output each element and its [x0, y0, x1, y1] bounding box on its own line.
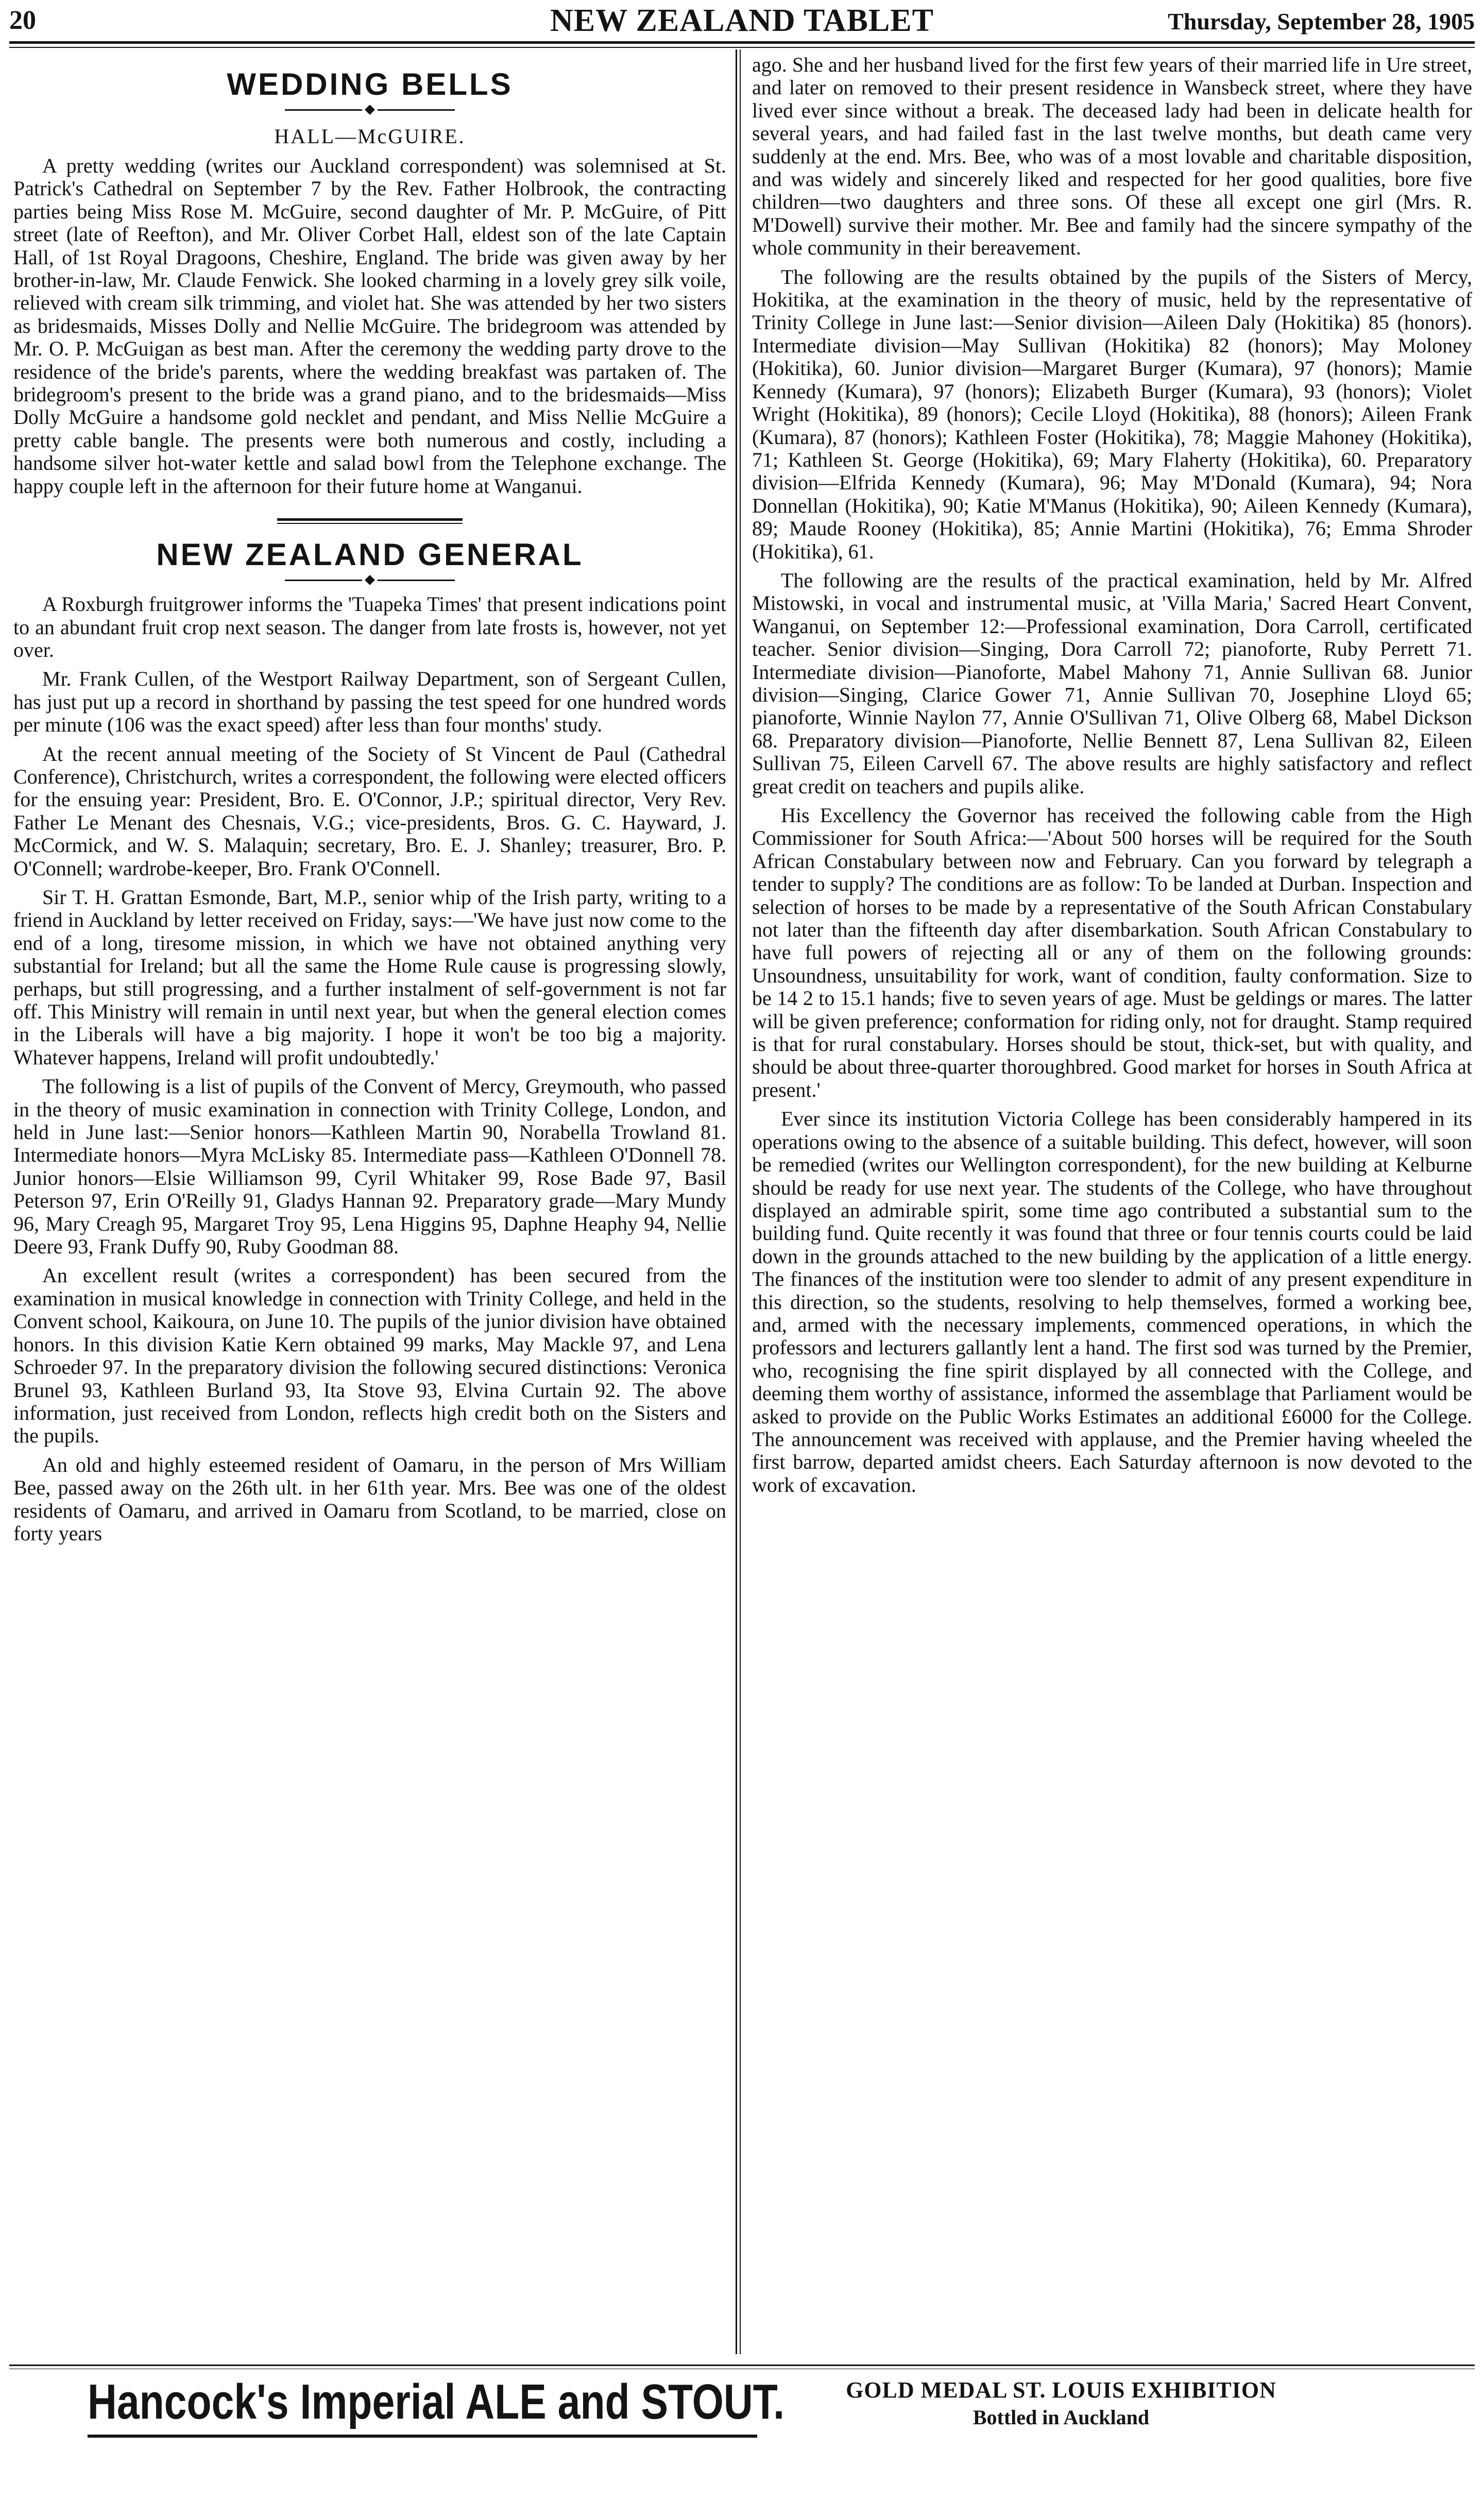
article-paragraph: An excellent result (writes a correspondent) has been secured from the examination in musical knowledge in connection with Trinity College, and held in the Convent school, Kaikoura, on June 10. The pupils of the junior division have obtained honors. In this division Katie Kern obtained 99 marks, May Mackle 97, and Lena Schroeder 97. In the preparatory division the following secured distinctions: Veronica Brunel 93, Kathleen Burland 93, Ita Stove 93, Elvina Curtain 92. The above information, just received from London, reflects high credit both on the Sisters and the pupils. — [13, 1264, 726, 1448]
advertisement-underline — [88, 2435, 757, 2438]
article-paragraph: Sir T. H. Grattan Esmonde, Bart, M.P., senior whip of the Irish party, writing to a friend in Auckland by letter received on Friday, says:—'We have just now come to the end of a long, tiresome mission, in which we have not obtained anything very substantial for Ireland; but all the same the Home Rule cause is progressing slowly, perhaps, but still progressing, and a further instalment of self-government is not far off. This Ministry will remain in until next year, but when the general election comes in the Liberals will have a big majority. I hope it won't be too big a majority. Whatever happens, Ireland will profit undoubtedly.' — [13, 885, 726, 1069]
column-divider-thin — [740, 49, 741, 2354]
article-paragraph-continued: ago. She and her husband lived for the first few years of their married life in Ure street, and later on removed to their present residence in Wansbeck street, where they have lived ever since without a break. The deceased lady had been in delicate health for several years, and had failed fast in the last twelve months, but death came very suddenly at the end. Mrs. Bee, who was of a most lovable and charitable disposition, and was widely and sincerely liked and respected for her good qualities, bore five children—two daughters and three sons. Of these all except one girl (Mrs. R. M'Dowell) survive their mother. Mr. Bee and family had the sincere sympathy of the whole community in their bereavement. — [752, 54, 1472, 260]
nz-general-heading: NEW ZEALAND GENERAL — [156, 537, 584, 572]
wedding-paragraph: A pretty wedding (writes our Auckland correspondent) was solemnised at St. Patrick's Cathedral on September 7 by the Rev. Father Holbrook, the contracting parties being Miss Rose M. McGuire, second daughter of Mr. P. McGuire, of Pitt street (late of Reefton), and Mr. Oliver Corbet Hall, eldest son of the late Captain Hall, of 1st Royal Dragoons, Cheshire, England. The bride was given away by her brother-in-law, Mr. Claude Fenwick. She looked charming in a lovely grey silk voile, relieved with cream silk trimming, and violet hat. She was attended by her two sisters as bridesmaids, Misses Dolly and Nellie McGuire. The bridegroom was attended by Mr. O. P. McGuigan as best man. After the ceremony the wedding party drove to the residence of the bride's parents, where the wedding breakfast was partaken of. The bridegroom's present to the bride was a grand piano, and to the bridesmaids—Miss Dolly McGuire a handsome gold necklet and pendant, and Miss Nellie McGuire a pretty cable bangle. The presents were both numerous and costly, including a handsome silver hot-water kettle and salad bowl from the Telephone exchange. The happy couple left in the afternoon for their future home at Wanganui. — [13, 154, 726, 498]
article-paragraph: At the recent annual meeting of the Society of St Vincent de Paul (Cathedral Conference), Christchurch, writes a correspondent, the following were elected officers for the ensuing year: President, Bro. E. O'Connor, J.P.; spiritual director, Very Rev. Father Le Menant des Chesnais, V.G.; vice-presidents, Bros. G. C. Hayward, J. McCormick, and W. S. Malaquin; secretary, Bro. E. J. Shanley; treasurer, Bro. P. O'Connell; wardrobe-keeper, Bro. Frank O'Connell. — [13, 742, 726, 880]
tagline-bottled: Bottled in Auckland — [973, 2406, 1150, 2429]
tagline-medal: GOLD MEDAL ST. LOUIS EXHIBITION — [846, 2377, 1276, 2403]
heading-ornament — [13, 106, 726, 113]
heading-ornament — [13, 576, 726, 584]
article-paragraph: The following are the results of the practical examination, held by Mr. Alfred Mistowski, in vocal and instrumental music, at 'Villa Maria,' Sacred Heart Convent, Wanganui, on September 12:—Professional examination, Dora Carroll, certificated teacher. Senior division—Singing, Dora Carroll 72; pianoforte, Ruby Perrett 71. Intermediate division—Pianoforte, Mabel Mahony 71, Annie Sullivan 68. Junior division—Singing, Clarice Gower 71, Annie Sullivan 70, Josephine Lloyd 65; pianoforte, Winnie Naylon 77, Annie O'Sullivan 71, Olive Olberg 68, Mabel Dickson 68. Preparatory division—Pianoforte, Nellie Bennett 87, Lena Sullivan 82, Eileen Sullivan 75, Eileen Carvell 67. The above results are highly satisfactory and reflect great credit on teachers and pupils alike. — [752, 568, 1472, 798]
article-paragraph: The following are the results obtained by the pupils of the Sisters of Mercy, Hokitika, at the examination in the theory of music, held by the representative of Trinity College in June last:—Senior division—Aileen Daly (Hokitika) 85 (honors). Intermediate division—May Sullivan (Hokitika) 82 (honors); May Moloney (Hokitika), 60. Junior division—Margaret Burger (Kumara), 97 (honors); Mamie Kennedy (Kumara), 97 (honors); Elizabeth Burger (Kumara), 93 (honors); Violet Wright (Hokitika), 89 (honors); Cecile Lloyd (Hokitika), 88 (honors); Aileen Frank (Kumara), 87 (honors); Kathleen Foster (Hokitika), 78; Maggie Mahoney (Hokitika), 71; Kathleen St. George (Hokitika), 69; Mary Flaherty (Hokitika), 60. Preparatory division—Elfrida Kennedy (Kumara), 96; May M'Donald (Kumara), 94; Nora Donnellan (Hokitika), 90; Katie M'Manus (Hokitika), 90; Aileen Kennedy (Kumara), 89; Maude Rooney (Hokitika), 85; Annie Martini (Hokitika), 76; Emma Shroder (Hokitika), 61. — [752, 265, 1472, 563]
page-number: 20 — [9, 6, 36, 35]
article-paragraph: His Excellency the Governor has received the following cable from the High Commissioner for South Africa:—'About 500 horses will be required for the South African Constabulary between now and February. Can you forward by telegraph a tender to supply? The conditions are as follow: To be landed at Durban. Inspection and selection of horses to be made by a representative of the South African Constabulary not later than the fifteenth day after disembarkation. South African Constabulary to have full powers of rejecting all or any of them on the following grounds: Unsoundness, unsuitability for work, want of condition, faulty conformation. Size to be 14 2 to 15.1 hands; five to seven years of age. Must be geldings or mares. The latter will be given preference; conformation for riding only, not for draught. Stamp required is that for rural constabulary. Horses should be stout, thick-set, but with quality, and should be about three-quarter thoroughbred. Good market for horses in South Africa at present.' — [752, 804, 1472, 1101]
header-rule-thin — [9, 47, 1475, 48]
wedding-subheading: HALL—McGUIRE. — [274, 125, 466, 148]
masthead-title: NEW ZEALAND TABLET — [550, 3, 934, 38]
column-divider — [736, 49, 737, 2354]
advertisement-tagline — [804, 2376, 1319, 2430]
article-paragraph: A Roxburgh fruitgrower informs the 'Tuapeka Times' that present indications point to an abundant fruit crop next season. The danger from late frosts is, however, not yet over. — [13, 592, 726, 661]
article-paragraph: Mr. Frank Cullen, of the Westport Railway Department, son of Sergeant Cullen, has just put up a record in shorthand by passing the test speed for one hundred words per minute (106 was the exact speed) after less than four months' study. — [13, 667, 726, 737]
article-paragraph: An old and highly esteemed resident of Oamaru, in the person of Mrs William Bee, passed away on the 26th ult. in her 61th year. Mrs. Bee was one of the oldest residents of Oamaru, and arrived in Oamaru from Scotland, to be married, close on forty years — [13, 1453, 726, 1545]
right-column — [752, 54, 1472, 2351]
issue-date: Thursday, September 28, 1905 — [1168, 8, 1475, 35]
article-paragraph: The following is a list of pupils of the Convent of Mercy, Greymouth, who passed in the theory of music examination in connection with Trinity College, London, and held in June last:—Senior honors—Kathleen Martin 90, Norabella Trowland 81. Intermediate honors—Myra McLisky 85. Intermediate pass—Kathleen O'Donnell 78. Junior honors—Elsie Williamson 99, Cyril Whitaker 99, Rose Bade 97, Basil Peterson 97, Erin O'Reilly 91, Gladys Hannan 92. Preparatory grade—Mary Mundy 96, Mary Creagh 95, Margaret Troy 95, Lena Higgins 95, Daphne Heaphy 94, Nellie Deere 93, Frank Duffy 90, Ruby Goodman 88. — [13, 1075, 726, 1258]
left-column — [13, 54, 726, 2351]
advertisement — [88, 2374, 784, 2441]
wedding-bells-heading: WEDDING BELLS — [227, 67, 513, 101]
page-header — [9, 4, 1475, 37]
advertisement-text: Hancock's Imperial ALE and STOUT. — [88, 2374, 784, 2429]
article-paragraph: Ever since its institution Victoria College has been considerably hampered in its operations owing to the absence of a suitable building. This defect, however, will soon be remedied (writes our Wellington correspondent), for the new building at Kelburne should be ready for use next year. The students of the College, who have throughout displayed an admirable spirit, some time ago contributed a substantial sum to the building fund. Quite recently it was found that three or four tennis courts could be laid down in the grounds attached to the new building by the application of a little energy. The finances of the institution were too slender to admit of any present expenditure in this direction, so the students, resolving to help themselves, formed a working bee, and, armed with the necessary implements, commenced operations, in which the professors and lecturers gallantly lent a hand. The first sod was turned by the Premier, who, recognising the fine spirit displayed by all connected with the College, and deeming them worthy of assistance, informed the assemblage that Parliament would be asked to provide on the Public Works Estimates an additional £6000 for the College. The announcement was received with applause, and the Premier having wheeled the first barrow, departed amidst cheers. Each Saturday afternoon is now devoted to the work of excavation. — [752, 1107, 1472, 1496]
footer-rule — [9, 2365, 1475, 2366]
header-rule — [9, 41, 1475, 44]
section-separator — [277, 518, 463, 524]
